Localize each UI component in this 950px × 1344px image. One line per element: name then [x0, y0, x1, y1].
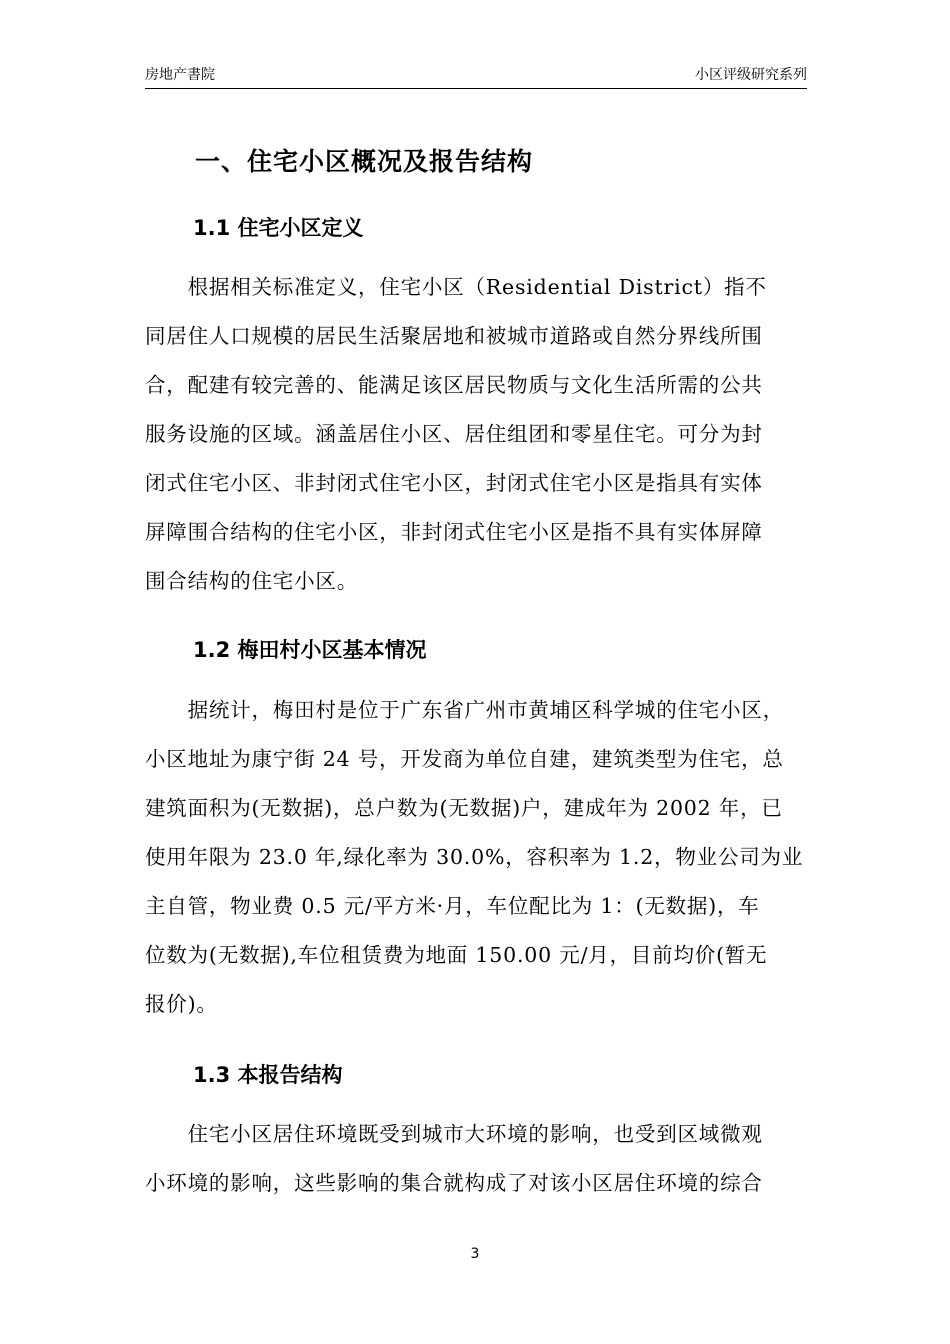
paragraph-line: 围合结构的住宅小区。 [145, 569, 358, 593]
paragraph-line: 住宅小区居住环境既受到城市大环境的影响，也受到区域微观 [145, 1122, 763, 1146]
paragraph-line: 同居住人口规模的居民生活聚居地和被城市道路或自然分界线所围 [145, 324, 763, 348]
paragraph-line: 报价)。 [145, 992, 218, 1016]
paragraph-line: 位数为(无数据),车位租赁费为地面 150.00 元/月，目前均价(暂无 [145, 943, 768, 967]
paragraph-line: 根据相关标准定义，住宅小区（Residential District）指不 [145, 275, 767, 299]
paragraph-line: 合，配建有较完善的、能满足该区居民物质与文化生活所需的公共 [145, 373, 763, 397]
paragraph-line: 主自管，物业费 0.5 元/平方米·月，车位配比为 1：(无数据)，车 [145, 894, 760, 918]
section-heading-1-3: 1.3 本报告结构 [193, 1063, 343, 1087]
section-heading-1-2: 1.2 梅田村小区基本情况 [193, 638, 427, 662]
header-series-title: 小区评级研究系列 [695, 67, 807, 83]
chapter-title: 一、住宅小区概况及报告结构 [195, 147, 534, 176]
paragraph-line: 小环境的影响，这些影响的集合就构成了对该小区居住环境的综合 [145, 1171, 763, 1195]
paragraph-line: 建筑面积为(无数据)，总户数为(无数据)户，建成年为 2002 年，已 [145, 796, 783, 820]
paragraph-line: 据统计，梅田村是位于广东省广州市黄埔区科学城的住宅小区， [145, 698, 784, 722]
page-number: 3 [470, 1246, 480, 1262]
paragraph-line: 闭式住宅小区、非封闭式住宅小区，封闭式住宅小区是指具有实体 [145, 471, 763, 495]
section-1-1-paragraph [145, 263, 807, 606]
paragraph-line: 屏障围合结构的住宅小区，非封闭式住宅小区是指不具有实体屏障 [145, 520, 763, 544]
header-publisher: 房地产書院 [145, 67, 215, 83]
section-heading-1-1: 1.1 住宅小区定义 [193, 216, 364, 240]
paragraph-line: 小区地址为康宁街 24 号，开发商为单位自建，建筑类型为住宅，总 [145, 747, 784, 771]
paragraph-line: 服务设施的区域。涵盖居住小区、居住组团和零星住宅。可分为封 [145, 422, 763, 446]
section-1-2-paragraph [145, 686, 807, 1029]
paragraph-line: 使用年限为 23.0 年,绿化率为 30.0%，容积率为 1.2，物业公司为业 [145, 845, 804, 869]
page-header [145, 62, 807, 89]
section-1-3-paragraph [145, 1110, 807, 1208]
